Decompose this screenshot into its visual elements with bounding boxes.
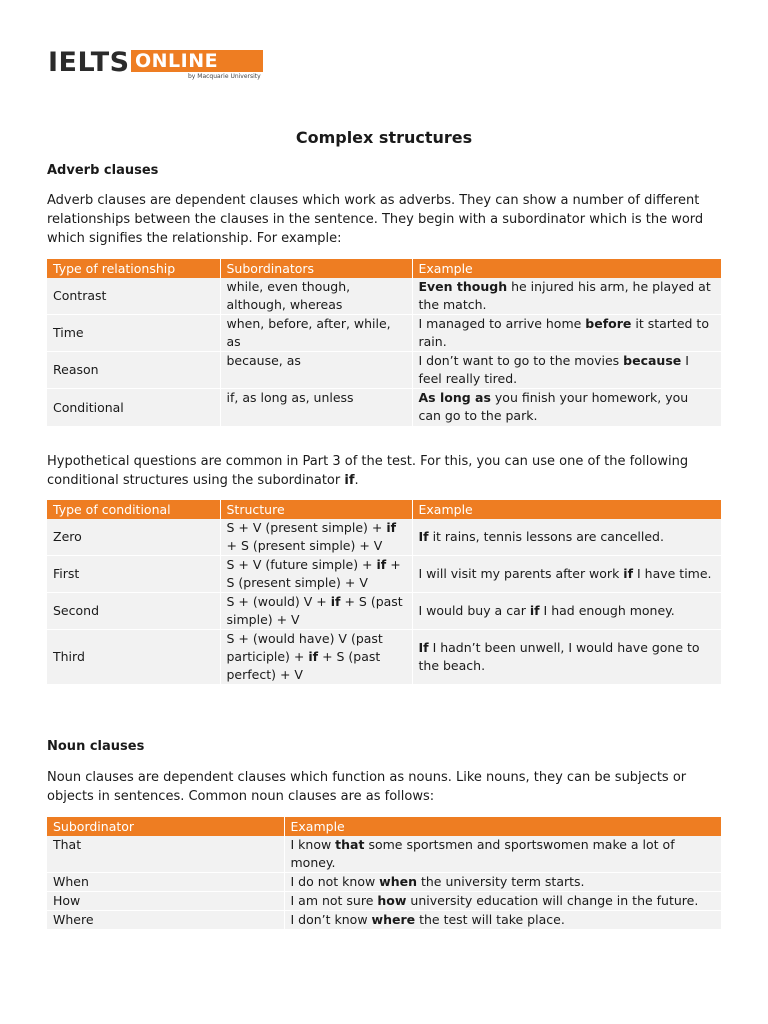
- noun-heading: Noun clauses: [47, 739, 145, 754]
- noun-intro: Noun clauses are dependent clauses which function as nouns. Like nouns, they can be subjects or objects in sentences. Common noun clauses are as follows:: [47, 770, 687, 804]
- table-header: Type of relationship: [47, 259, 220, 278]
- example-cell: I managed to arrive home before it started to rain.: [412, 315, 721, 352]
- table-header: Example: [412, 500, 721, 519]
- table-header: Subordinators: [220, 259, 412, 278]
- table-row: [47, 519, 721, 556]
- conditional-intro: Hypothetical questions are common in Part 3 of the test. For this, you can use one of the following conditional structures using the subordinator if.: [47, 454, 689, 488]
- table-row: [47, 836, 721, 873]
- example-cell: I am not sure how university education will change in the future.: [284, 892, 721, 911]
- table-row: [47, 389, 721, 427]
- table-row: [47, 352, 721, 389]
- structure-cell: S + V (future simple) + if + S (present simple) + V: [220, 556, 412, 593]
- subordinator-cell: How: [47, 892, 284, 911]
- adverb-table: [47, 259, 722, 427]
- example-cell: I know that some sportsmen and sportswomen make a lot of money.: [284, 836, 721, 873]
- table-header: Example: [412, 259, 721, 278]
- table-row: [47, 892, 721, 911]
- table-header: Structure: [220, 500, 412, 519]
- example-cell: I don’t want to go to the movies because I feel really tired.: [412, 352, 721, 389]
- table-row: [47, 315, 721, 352]
- conditional-type: First: [47, 556, 220, 593]
- example-cell: I do not know when the university term starts.: [284, 873, 721, 892]
- table-row: [47, 556, 721, 593]
- conditional-type: Zero: [47, 519, 220, 556]
- table-row: [47, 630, 721, 685]
- logo-byline: by Macquarie University: [188, 73, 261, 80]
- conditional-table: [47, 500, 722, 685]
- example-cell: If it rains, tennis lessons are cancelled.: [412, 519, 721, 556]
- adverb-intro: Adverb clauses are dependent clauses which work as adverbs. They can show a number of different relationships between the clauses in the sentence. They begin with a subordinator which is the word which signifies the relationship. For example:: [47, 193, 704, 246]
- structure-cell: S + (would have) V (past participle) + if + S (past perfect) + V: [220, 630, 412, 685]
- example-cell: As long as you finish your homework, you can go to the park.: [412, 389, 721, 427]
- noun-table: [47, 817, 722, 930]
- table-row: [47, 911, 721, 930]
- relationship-type: Contrast: [47, 278, 220, 315]
- table-row: [47, 873, 721, 892]
- relationship-type: Reason: [47, 352, 220, 389]
- example-cell: I don’t know where the test will take place.: [284, 911, 721, 930]
- example-cell: Even though he injured his arm, he played at the match.: [412, 278, 721, 315]
- table-row: [47, 593, 721, 630]
- subordinator-cell: Where: [47, 911, 284, 930]
- structure-cell: S + V (present simple) + if + S (present simple) + V: [220, 519, 412, 556]
- conditional-type: Third: [47, 630, 220, 685]
- page-title: Complex structures: [295, 128, 473, 147]
- logo-online-text: ONLINE: [131, 50, 263, 72]
- adverb-heading: Adverb clauses: [47, 163, 159, 178]
- subordinators: when, before, after, while, as: [220, 315, 412, 352]
- example-cell: I would buy a car if I had enough money.: [412, 593, 721, 630]
- table-header: Type of conditional: [47, 500, 220, 519]
- table-row: [47, 278, 721, 315]
- structure-cell: S + (would) V + if + S (past simple) + V: [220, 593, 412, 630]
- subordinators: while, even though, although, whereas: [220, 278, 412, 315]
- table-header: Subordinator: [47, 817, 284, 836]
- example-cell: I will visit my parents after work if I have time.: [412, 556, 721, 593]
- conditional-type: Second: [47, 593, 220, 630]
- subordinator-cell: That: [47, 836, 284, 873]
- subordinators: if, as long as, unless: [220, 389, 412, 427]
- relationship-type: Time: [47, 315, 220, 352]
- subordinator-cell: When: [47, 873, 284, 892]
- relationship-type: Conditional: [47, 389, 220, 427]
- logo-ielts-text: IELTS: [48, 47, 130, 78]
- subordinators: because, as: [220, 352, 412, 389]
- table-header: Example: [284, 817, 721, 836]
- example-cell: If I hadn’t been unwell, I would have gone to the beach.: [412, 630, 721, 685]
